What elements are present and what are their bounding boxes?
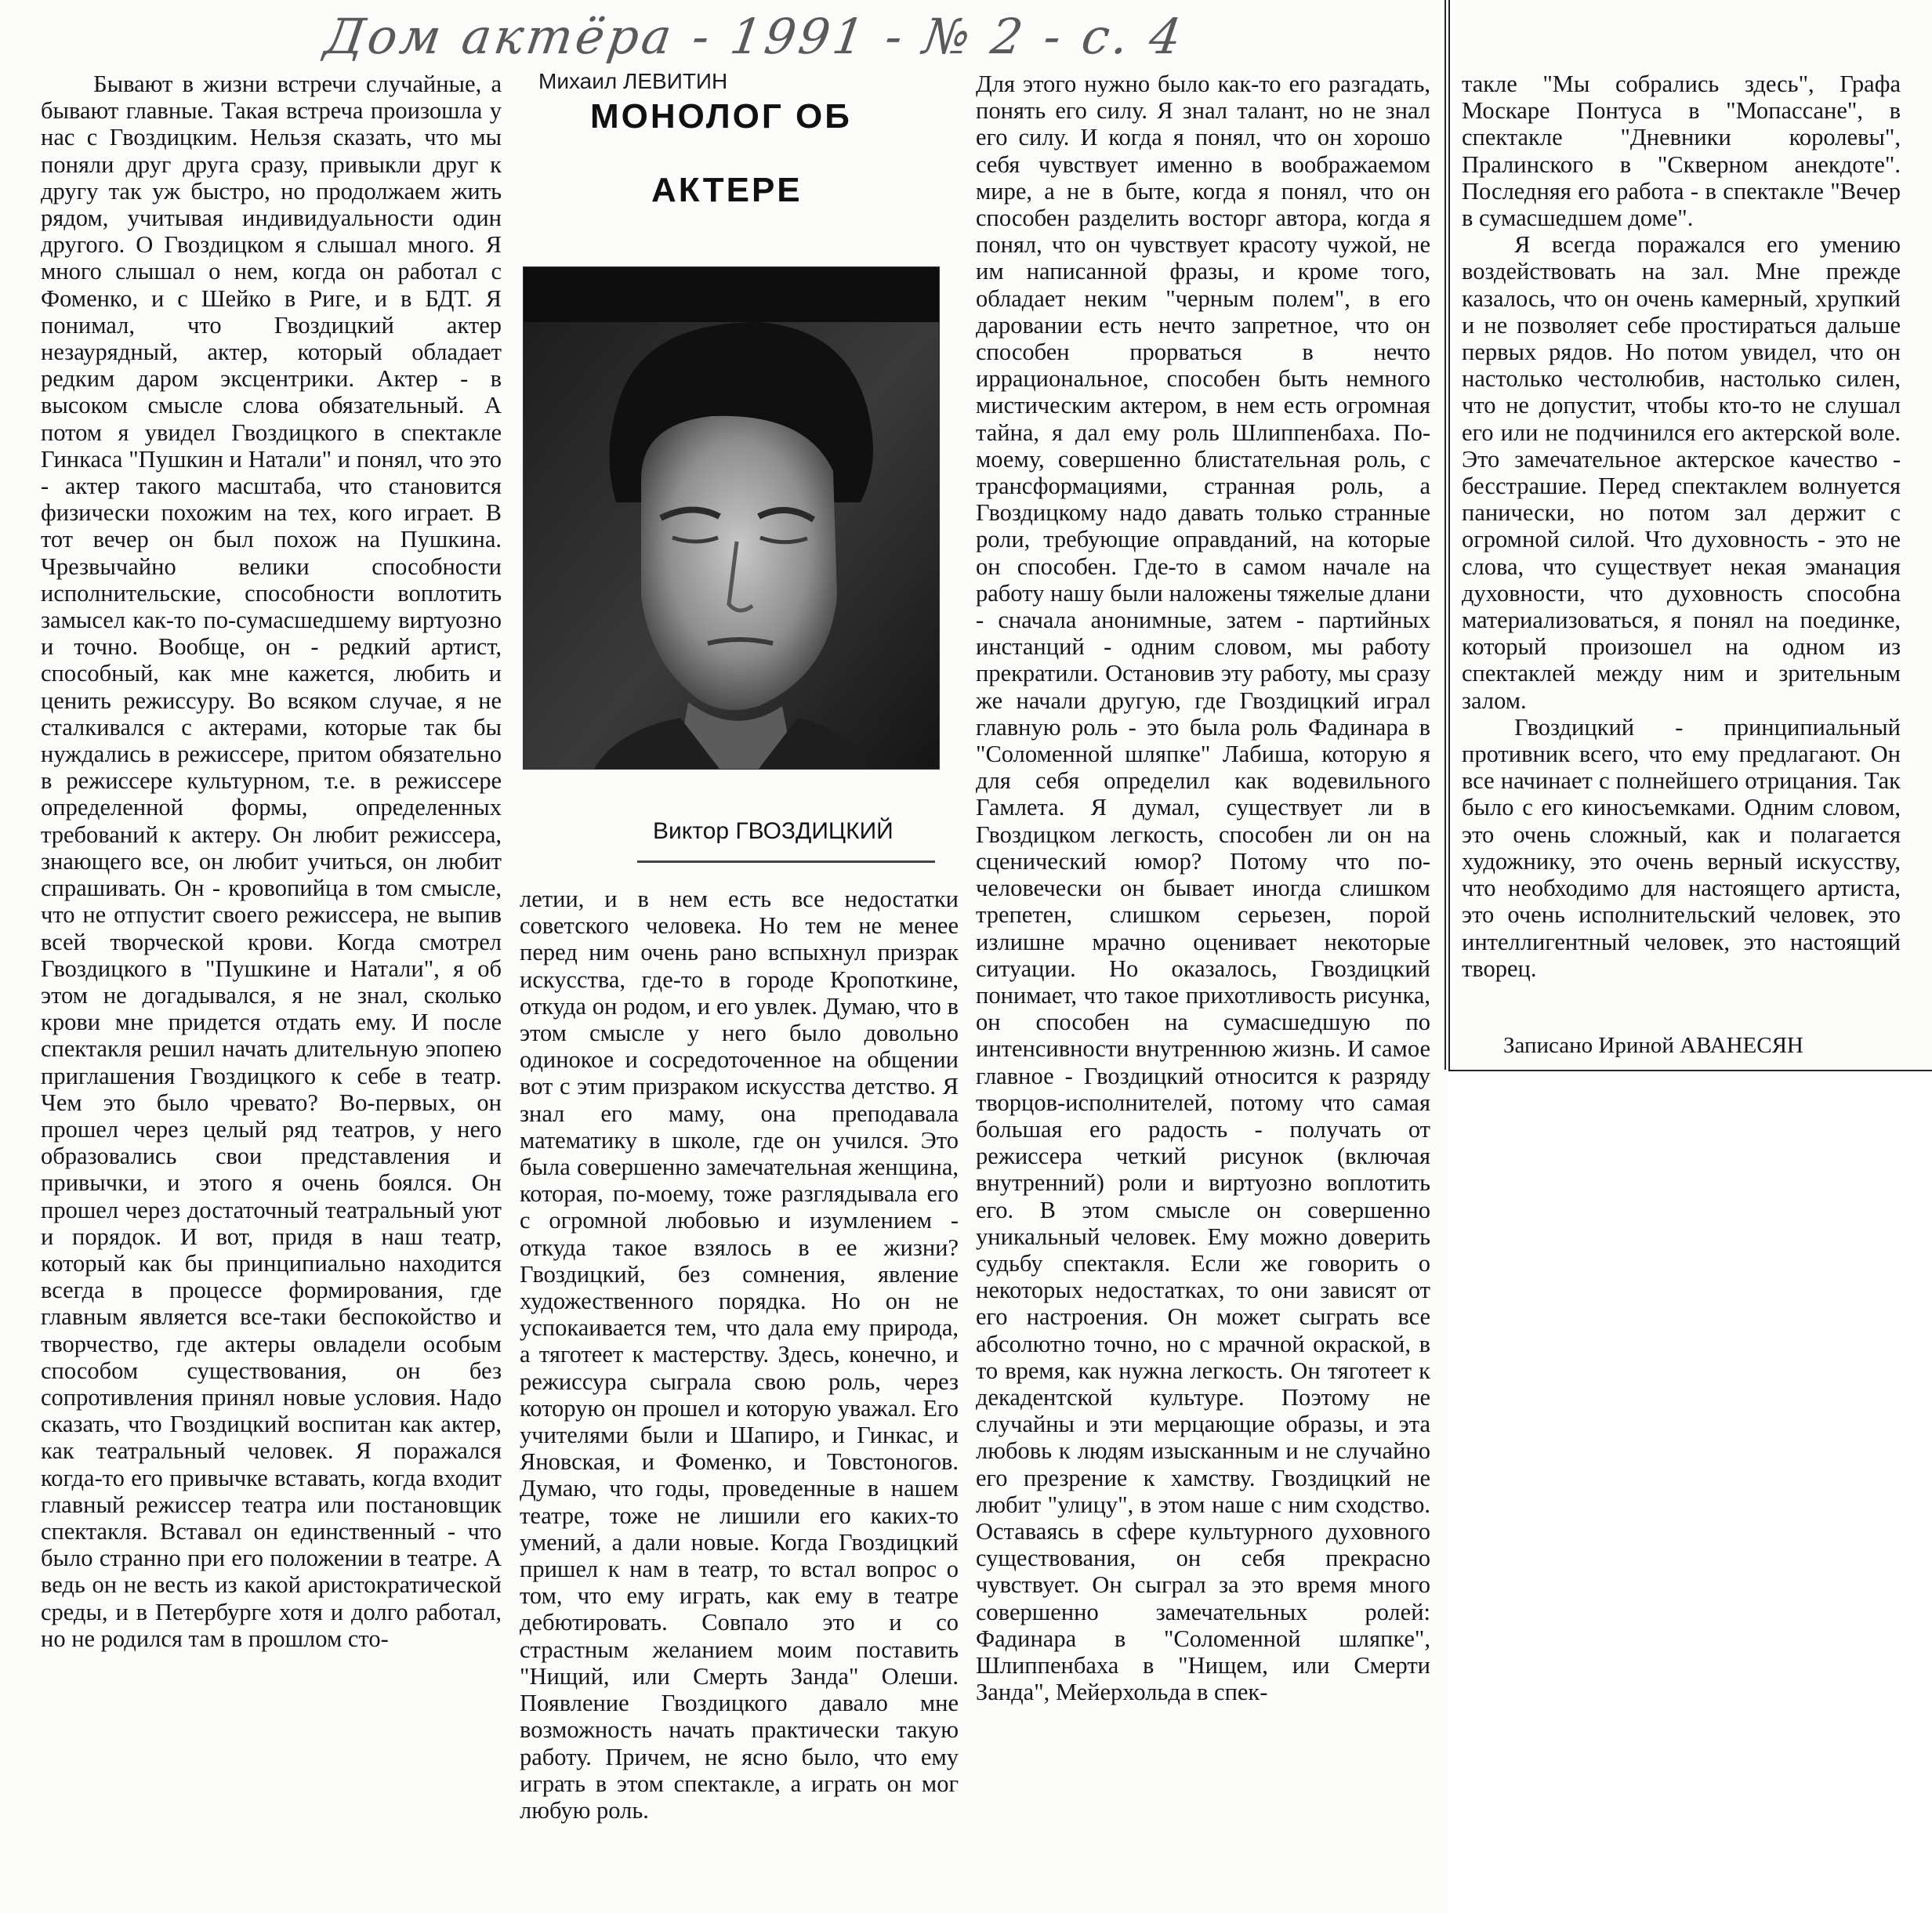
paragraph: Бывают в жизни встречи случайные, а бывают главные. Такая встреча произошла у нас с Гвоздицким. Нельзя сказать, что мы поняли друг друга сразу, привыкли друг к другу так уж быстро, но продолжаем жить рядом, учитывая индивидуальности один другого. О Гвоздицком я слышал много. Я много слышал о нем, когда он работал с Фоменко, и с Шейко в Риге, и в БДТ. Я понимал, что Гвоздицкий актер незаурядный, актер, который обладает редким даром эксцентрики. Актер - в высоком смысле слова обязательный. А потом я увидел Гвоздицкого в спектакле Гинкаса "Пушкин и Натали" и понял, что это - актер такого масштаба, что становится физически похожим на тех, кого играет. В тот вечер он был похож на Пушкина. Чрезвычайно велики способности исполнительские, способности воплотить замысел как-то по-сумасшедшему виртуозно и точно. Вообще, он - редкий артист, способный, как мне кажется, любить и ценить режиссуру. Во всяком случае, я не сталкивался с актерами, которые так бы нуждались в режиссере, притом обязательно в режиссере культурном, т.е. в режиссере определенной формы, определенных требований к актеру. Он любит режиссера, знающего все, он любит учиться, он любит спрашивать. Он - кровопийца в том смысле, что не отпустит своего режиссера, не выпив всей творческой крови. Когда смотрел Гвоздицкого в "Пушкине и Натали", я об этом не догадывался, я не знал, сколько крови мне придется отдать ему. И после спектакля решил начать длительную эпопею приглашения Гвоздицкого к себе в театр. Чем это было чревато? Во-первых, он прошел через целый ряд театров, у него образовались свои представления и привычки, и этого я очень боялся. Он прошел через достаточный театральный уют и порядок. И вот, придя в наш театр, который как бы принципиально находится всегда в процессе формирования, где главным является все-таки беспокойство и творчество, где актеры овладели особым способом существования, он без сопротивления принял новые условия. Надо сказать, что Гвоздицкий воспитан как актер, как театральный человек. Я поражался когда-то его привычке вставать, когда входит главный режиссер театра или постановщик спектакля. Вставал он единственный - что было странно при его положении в театре. А ведь он не весть из какой аристократической среды, и в Петербурге хотя и долго работал, но не родился там в прошлом сто- xyxy=(41,71,502,1652)
paragraph: Гвоздицкий - принципиальный противник всего, что ему предлагают. Он все начинает с полнейшего отрицания. Так было с его киносъемками. Одним словом, это очень сложный, как и полагается художнику, это очень верный искусству, что необходимо для настоящего артиста, это очень исполнительский человек, это интеллигентный человек, это настоящий творец. xyxy=(1462,713,1901,982)
article-credit: Записано Ириной АВАНЕСЯН xyxy=(1503,1033,1803,1058)
paragraph: Я всегда поражался его умению воздействовать на зал. Мне прежде казалось, что он очень камерный, хрупкий и не позволяет себе простираться дальше первых рядов. Но потом увидел, что он настолько честолюбив, настолько силен, что не допустит, чтобы кто-то не слушал его или не подчинился его актерской воле. Это замечательное актерское качество - бесстрашие. Перед спектаклем волнуется панически, но потом зал держит с огромной силой. Что духовность - это не слова, что существует некая эманация духовности, что духовность способна материализоваться, я понял на поединке, который произошел на одном из спектаклей между ним и зрительным залом. xyxy=(1462,231,1901,714)
headline-line-2: АКТЕРЕ xyxy=(651,171,803,209)
author-byline: Михаил ЛЕВИТИН xyxy=(538,69,728,93)
article-column-3 xyxy=(976,71,1430,1897)
article-column-2 xyxy=(520,886,959,1897)
article-column-1 xyxy=(41,71,502,1897)
paragraph: летии, и в нем есть все недостатки советского человека. Но тем не менее перед ним очень рано вспыхнул призрак искусства, где-то в городе Кропоткине, откуда он родом, и его увлек. Думаю, что в этом смысле у него было довольно одинокое и сосредоточенное на общении вот с этим призраком искусства детство. Я знал его маму, она преподавала математику в школе, где он учился. Это была совершенно замечательная женщина, которая, по-моему, тоже разглядывала его с огромной любовью и изумлением - откуда такое взялось в ее жизни? Гвоздицкий, без сомнения, явление художественного порядка. Но он не успокаивается тем, что дала ему природа, а тяготеет к мастерству. Здесь, конечно, и режиссура сыграла свою роль, через которую он прошел и которую уважал. Его учителями были и Шапиро, и Гинкас, и Яновская, и Фоменко, и Товстоногов. Думаю, что годы, проведенные в нашем театре, тоже не лишили его каких-то умений, а дали новые. Когда Гвоздицкий пришел к нам в театр, то встал вопрос о том, что ему играть, как ему в театре дебютировать. Совпало это и со страстным желанием моим поставить "Нищий, или Смерть Занда" Олеши. Появление Гвоздицкого давало мне возможность начать практически такую работу. Причем, не ясно было, что ему играть в этом спектакле, а играть он мог любую роль. xyxy=(520,886,959,1824)
clipping-cut-edge xyxy=(1444,0,1446,1070)
paragraph: такле "Мы собрались здесь", Графа Москаре Понтуса в "Мопассане", в спектакле "Дневники королевы", Пралинского в "Скверном анекдоте". Последняя его работа - в спектакле "Вечер в сумасшедшем доме". xyxy=(1462,71,1901,232)
photo-caption: Виктор ГВОЗДИЦКИЙ xyxy=(653,818,894,844)
actor-portrait-photo xyxy=(523,266,940,770)
portrait-illustration xyxy=(524,267,939,769)
headline-line-1: МОНОЛОГ ОБ xyxy=(590,97,852,136)
caption-underline xyxy=(637,860,935,863)
article-header xyxy=(520,69,959,884)
paragraph: Для этого нужно было как-то его разгадать, понять его силу. Я знал талант, но не знал его силу. И когда я понял, что он хорошо себя чувствует именно в воображаемом мире, а не в быте, когда я понял, что он способен разделить восторг автора, когда я понял, что он чувствует красоту чужой, не им написанной фразы, и кроме того, обладает неким "черным полем", в его даровании есть нечто запретное, что он способен прорваться в нечто иррациональное, способен быть немного мистическим актером, в нем есть огромная тайна, я дал ему роль Шлиппенбаха. По-моему, совершенно блистательная роль, с трансформациями, странная роль, а Гвоздицкому надо давать только странные роли, требующие оправданий, на которые он способен. Где-то в самом начале на работу нашу были наложены тяжелые длани - сначала анонимные, затем - партийных инстанций - одним словом, мы работу прекратили. Остановив эту работу, мы сразу же начали другую, где Гвоздицкий играл главную роль - это была роль Фадинара в "Соломенной шляпке" Лабиша, которую я для себя определил как водевильного Гамлета. Я думал, существует ли в Гвоздицком легкость, способен ли он на сценический юмор? Потому что по-человечески он бывает иногда слишком трепетен, слишком серьезен, порой излишне мрачно оценивает некоторые ситуации. Но оказалось, Гвоздицкий понимает, что такое прихотливость рисунка, он способен на сумасшедшую по интенсивности внутреннюю жизнь. И самое главное - Гвоздицкий относится к разряду творцов-исполнителей, потому что самая большая его радость - получать от режиссера четкий рисунок (включая внутренний) роли и виртуозно воплотить его. В этом смысле он совершенно уникальный человек. Ему можно доверить судьбу спектакля. Если же говорить о некоторых недостатках, то они зависят от его настроения. Он может сыграть все абсолютно точно, но с мрачной окраской, в то время, как нужна легкость. Он тяготеет к декадентской культуре. Поэтому не случайны и эти мерцающие образы, и эта любовь к людям изысканным и не случайно его презрение к хамству. Гвоздицкий не любит "улицу", в этом наше с ним сходство. Оставаясь в сфере культурного духовного существования, он себя прекрасно чувствует. Он сыграл за это время много совершенно замечательных ролей: Фадинара в "Соломенной шляпке", Шлиппенбаха в "Нищем, или Смерти Занда", Мейерхольда в спек- xyxy=(976,71,1430,1706)
article-column-4 xyxy=(1462,71,1901,1034)
handwritten-note: Дом актёра - 1991 - № 2 - с. 4 xyxy=(321,8,1188,65)
